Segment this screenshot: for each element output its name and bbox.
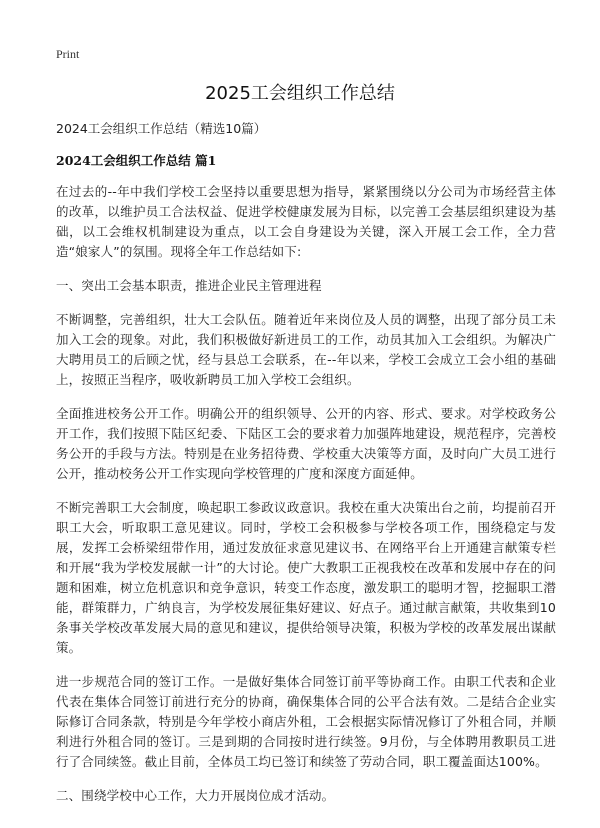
paragraph-organization: 不断调整，完善组织，壮大工会队伍。随着近年来岗位及人员的调整，出现了部分员工未加入工会的现象。对此，我们积极做好新进员工的工作，动员其加入工会组织。为解决广大聘用员工的后顾之忧，经与县总工会联系，在--年以来，学校工会成立工会小组的基础上，按照正当程序，吸收新聘员工加入学校工会组织。 (56, 312, 556, 387)
paragraph-staff-congress: 不断完善职工大会制度，唤起职工参政议政意识。我校在重大决策出台之前，均提前召开职工大会，听取职工意见建议。同时，学校工会积极参与学校各项工作，围绕稳定与发展，发挥工会桥梁纽带作用，通过发放征求意见建议书、在网络平台上开通建言献策专栏和开展“我为学校发展献一计”的大讨论。使广大教职工正视我校在改革和发展中存在的问题和困难，树立危机意识和竞争意识，转变工作态度，激发职工的聪明才智，挖掘职工潜能，群策群力，广纳良言，为学校发展征集好建议、好点子。通过献言献策，共收集到10条事关学校改革发展大局的意见和建议，提供给领导决策，积极为学校的改革发展出谋献策。 (56, 500, 556, 655)
print-link[interactable]: Print (56, 47, 80, 61)
paragraph-affairs-disclosure: 全面推进校务公开工作。明确公开的组织领导、公开的内容、形式、要求。对学校政务公开工作，我们按照下陆区纪委、下陆区工会的要求着力加强阵地建设，规范程序，完善校务公开的手段与方法。特别是在业务招待费、学校重大决策等方面，及时向广大员工进行公开，推动校务公开工作实现向学校管理的广度和深度方面延伸。 (56, 406, 556, 481)
section-heading: 2024工会组织工作总结 篇1 (56, 153, 217, 168)
paragraph-heading-1: 一、突出工会基本职责，推进企业民主管理进程 (56, 278, 322, 293)
document-subtitle: 2024工会组织工作总结（精选10篇） (56, 121, 267, 136)
paragraph-intro: 在过去的--年中我们学校工会坚持以重要思想为指导，紧紧围绕以分公司为市场经营主体的改革，以维护员工合法权益、促进学校健康发展为目标，以完善工会基层组织建设为基础，以工会维权机制建设为重点，以工会自身建设为关键，深入开展工会工作，全力营造“娘家人”的氛围。现将全年工作总结如下: (56, 184, 556, 259)
document-body (56, 182, 556, 820)
paragraph-contracts: 进一步规范合同的签订工作。一是做好集体合同签订前平等协商工作。由职工代表和企业代表在集体合同签订前进行充分的协商，确保集体合同的公平合法有效。二是结合企业实际修订合同条款，特别是今年学校小商店外租，工会根据实际情况修订了外租合同，并顺利进行外租合同的签订。三是到期的合同按时进行续签。9月份，与全体聘用教职员工进行了合同续签。截止目前，全体员工均已签订和续签了劳动合同，职工覆盖面达100%。 (56, 674, 556, 769)
document-title: 2025工会组织工作总结 (205, 83, 395, 104)
paragraph-heading-2: 二、围绕学校中心工作，大力开展岗位成才活动。 (56, 788, 335, 803)
